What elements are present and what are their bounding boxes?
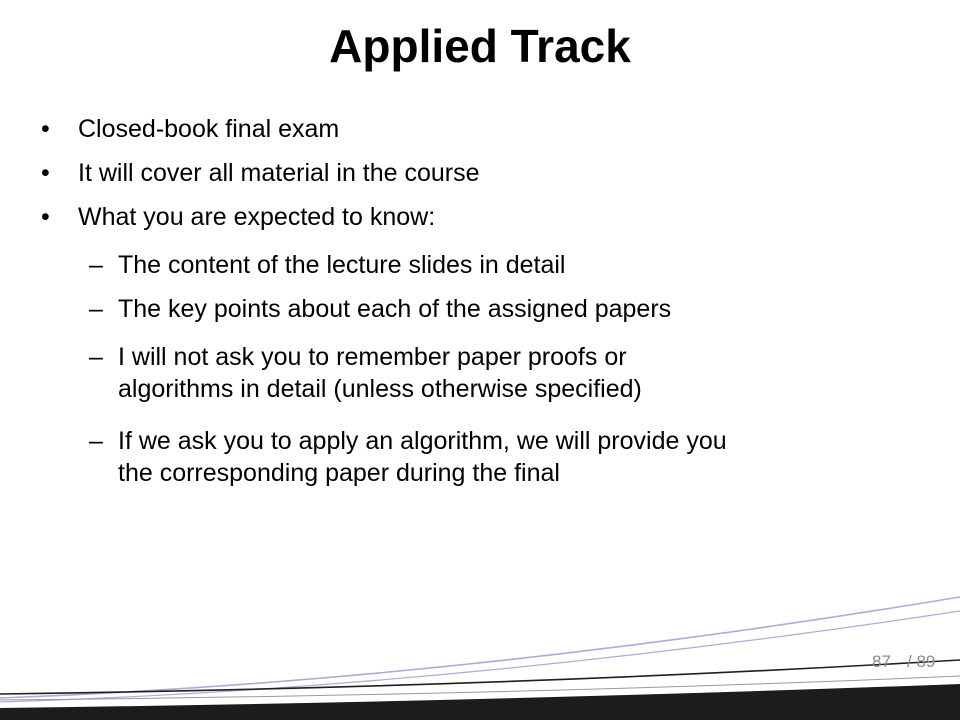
sub-bullet-marker: – <box>89 343 103 371</box>
bullet-marker: • <box>41 203 50 231</box>
sub-bullet-text: The key points about each of the assigned papers <box>118 295 672 323</box>
footer-accent-curve <box>0 611 960 702</box>
bullet-text: Closed-book final exam <box>78 115 340 143</box>
bullet-marker: • <box>41 115 50 143</box>
bullet-text: What you are expected to know: <box>78 203 436 231</box>
sub-bullet-text: If we ask you to apply an algorithm, we will provide you <box>118 427 727 455</box>
sub-bullet-marker: – <box>89 295 103 323</box>
sub-bullet-text: The content of the lecture slides in detail <box>118 251 566 279</box>
slide-title: Applied Track <box>329 20 631 72</box>
page-number-total: / 89 <box>907 652 936 671</box>
bullet-text: It will cover all material in the course <box>78 159 480 187</box>
page-number-current: 87 <box>872 652 891 671</box>
sub-bullet-text: I will not ask you to remember paper proofs or <box>118 343 627 371</box>
bullet-marker: • <box>41 159 50 187</box>
sub-bullet-marker: – <box>89 427 103 455</box>
sub-bullet-marker: – <box>89 251 103 279</box>
footer-band <box>0 684 960 720</box>
footer-dark-curve <box>0 660 960 694</box>
sub-bullet-text-continued: the corresponding paper during the final <box>118 459 560 487</box>
sub-bullet-text-continued: algorithms in detail (unless otherwise specified) <box>118 375 642 403</box>
